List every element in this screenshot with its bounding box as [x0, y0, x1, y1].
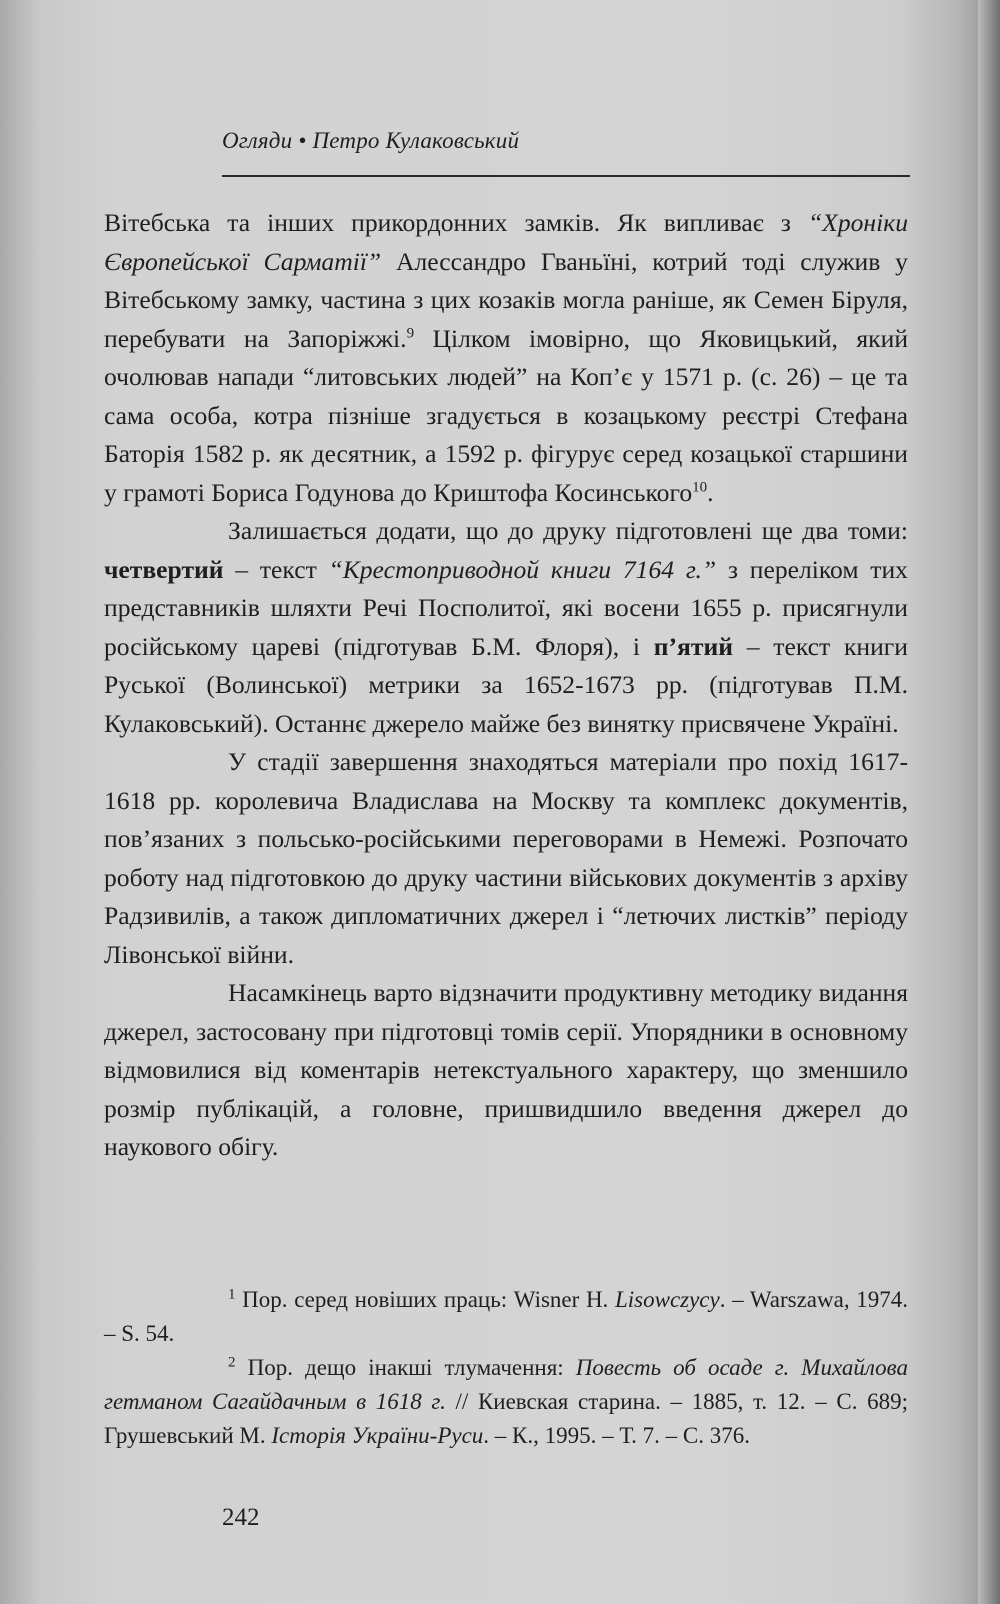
footnote-1 [104, 1283, 908, 1351]
text-run: . – К., 1995. – Т. 7. – С. 376. [483, 1423, 750, 1448]
italic-title: Повесть об осаде г. Михайлова гетманом Сагайдачным в 1618 г. [104, 1355, 908, 1414]
page-number: 242 [222, 1504, 260, 1531]
italic-title: “Хроніки Європейської Сарматії” [104, 208, 908, 276]
footnote-ref: 9 [406, 324, 415, 341]
text-run: з переліком тих представників шляхти Речі Посполитої, які восени 1655 р. присягнули російському цареві (підготував Б.М. Флоря), і [104, 554, 908, 661]
italic-title: “Крестоприводной книги 7164 г.” [328, 554, 717, 584]
header-rule [222, 175, 910, 177]
bold-term: четвертий [104, 554, 224, 584]
footnote-ref: 10 [692, 478, 708, 495]
footnote-2 [104, 1351, 908, 1453]
text-run: // Киевская старина. – 1885, т. 12. – С. 689; Грушевський М. [104, 1389, 908, 1448]
text-run: Алессандро Гваньїні, котрий тоді служив у Вітебському замку, частина з цих козаків могла раніше, як Семен Біруля, перебувати на Запоріжжі. [104, 246, 908, 353]
text-run: Пор. серед новіших праць: Wisner H. [235, 1287, 615, 1312]
text-run: – текст [223, 554, 329, 584]
italic-title: Lisowczycy [614, 1287, 720, 1312]
bold-term: п’ятий [653, 631, 733, 661]
text-run: Цілком імовірно, що Яковицький, який очолював напади “литовських людей” на Коп’є у 1571 р. (с. 26) – це та сама особа, котра пізніше згадується в козацькому реєстрі Стефана Баторія 1582 р. як десятник, а 1592 р. фігурує серед козацької старшини у грамоті Бориса Годунова до Криштофа Косинського [104, 323, 909, 507]
text-run: – текст книги Руської (Волинської) метрики за 1652-1673 рр. (підготував П.М. Кулаковський). Останнє джерело майже без винятку присвячене Україні. [104, 631, 908, 738]
footnote-number: 1 [228, 1286, 236, 1303]
text-run: . [707, 477, 714, 507]
main-text [104, 204, 908, 1167]
footnotes [104, 1283, 908, 1453]
paragraph-4: Насамкінець варто відзначити продуктивну методику видання джерел, застосовану при підготовці томів серії. Упорядники в основному відмовилися від коментарів нетекстуального характеру, що зменшило розмір публікацій, а головне, пришвидшило введення джерел до наукового обігу. [104, 978, 908, 1161]
paragraph-3: У стадії завершення знаходяться матеріали про похід 1617-1618 рр. королевича Владислава на Москву та комплекс документів, пов’язаних з польсько-російськими переговорами в Немежі. Розпочато роботу над підготовкою до друку частини військових документів з архіву Радзивилів, а також дипломатичних джерел і “летючих листків” періоду Лівонської війни. [104, 747, 908, 969]
italic-title: Історія України-Руси [271, 1423, 484, 1448]
paragraph-1 [104, 204, 908, 512]
running-header: Огляди • Петро Кулаковський [222, 128, 520, 153]
text-run: Залишається додати, що до друку підготовлені ще два томи: [228, 516, 908, 545]
paragraph-2 [104, 512, 908, 743]
text-run: Вітебська та інших прикордонних замків. Як випливає з [104, 208, 808, 237]
text-run: . – Warszawa, 1974. – S. 54. [104, 1287, 908, 1346]
text-run: Пор. дещо інакші тлумачення: [235, 1355, 576, 1380]
footnote-number: 2 [228, 1354, 236, 1371]
page-edge-shadow [978, 0, 1000, 1604]
